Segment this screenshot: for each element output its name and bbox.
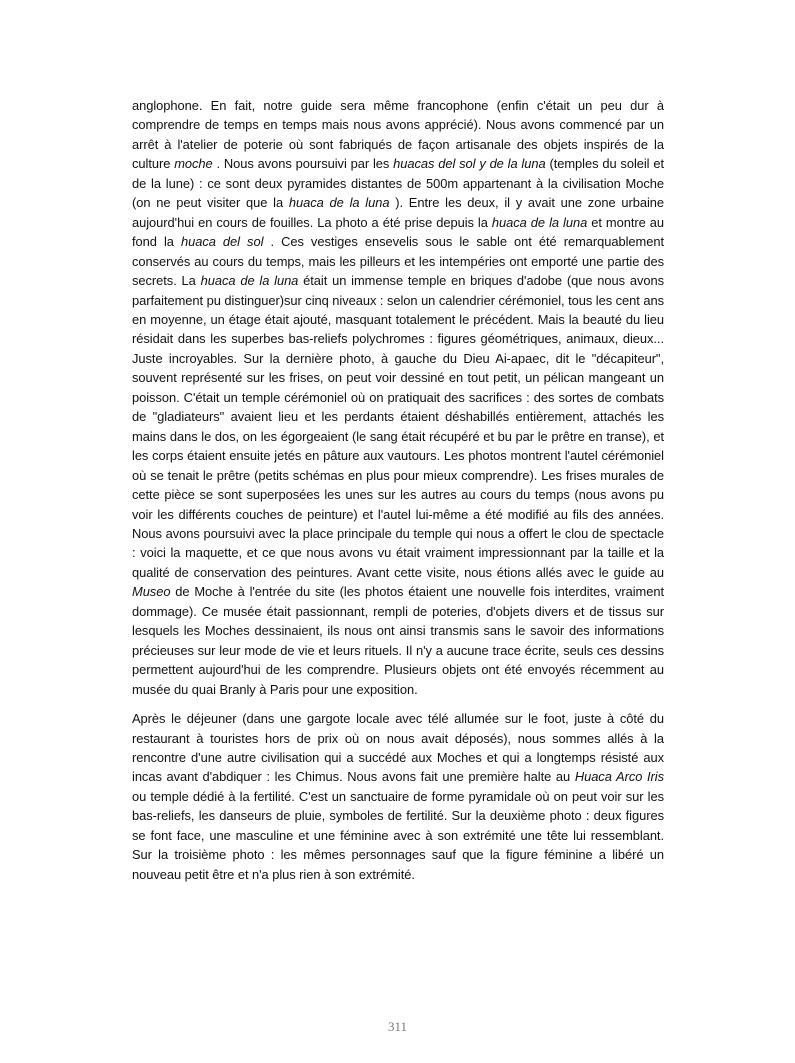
italic-term: Huaca Arco Iris	[574, 769, 664, 785]
text-run: Après le déjeuner (dans une gargote locale avec télé allumée sur le foot, juste à côté du restaurant à touristes hors de prix où on nous avait déposés), nous sommes allés à la rencontre d'une autre civilisation qui a succédé aux Moches et qui a longtemps résisté aux incas avant d'abdiquer : les Chimus. Nous avons fait une première halte au	[132, 711, 664, 785]
text-run: et montre au fond la	[132, 214, 664, 250]
italic-term: huaca de la luna	[200, 273, 299, 289]
text-run: ou temple dédié à la fertilité. C'est un sanctuaire de forme pyramidale où on peut voir sur les bas-reliefs, les danseurs de pluie, symboles de fertilité. Sur la deuxième photo : deux figures se font face, une masculine et une féminine avec à son extrémité une tête lui ressemblant. Sur la troisième photo : les mêmes personnages sauf que la figure féminine a libéré un nouveau petit être et n'a plus rien à son extrémité.	[132, 788, 664, 882]
text-run: . Nous avons poursuivi par les	[212, 156, 394, 172]
italic-term: huaca de la luna	[288, 195, 390, 211]
text-run: ). Entre les deux, il y avait une zone urbaine aujourd'hui en cours de fouilles. La photo a été prise depuis la	[132, 195, 664, 230]
page-number: 311	[387, 1019, 408, 1034]
text-run: (temples du soleil et de la lune) : ce sont deux pyramides distantes de 500m appartenant à la civilisation Moche (on ne peut visiter que la	[132, 156, 664, 211]
text-run: . Ces vestiges ensevelis sous le sable ont été remarquablement conservés au cours du temps, mais les pilleurs et les intempéries ont emporté une partie des secrets. La	[132, 234, 664, 289]
paragraph-2	[132, 709, 664, 884]
italic-term: huacas del sol y de la luna	[393, 156, 546, 172]
italic-term: huaca de la luna	[491, 214, 588, 230]
body-text	[132, 96, 664, 884]
text-run: de Moche à l'entrée du site (les photos étaient une nouvelle fois interdites, vraiment dommage). Ce musée était passionnant, rempli de poteries, d'objets divers et de tissus sur lesquels les Moches dessinaient, ils nous ont ainsi transmis sans le savoir des informations précieuses sur leur mode de vie et leurs rituels. Il n'y a aucune trace écrite, seuls ces dessins permettent aujourd'hui de les comprendre. Plusieurs objets ont été envoyés récemment au musée du quai Branly à Paris pour une exposition.	[132, 584, 664, 697]
paragraph-1	[132, 96, 664, 699]
italic-term: Museo	[132, 584, 171, 600]
italic-term: huaca del sol	[180, 234, 264, 250]
text-run: anglophone. En fait, notre guide sera même francophone (enfin c'était un peu dur à comprendre de temps en temps mais nous avons apprécié). Nous avons commencé par un arrêt à l'atelier de poterie où sont fabriqués de façon artisanale des objets inspirés de la culture	[132, 98, 664, 172]
italic-term: moche	[174, 156, 213, 172]
text-run: était un immense temple en briques d'adobe (que nous avons parfaitement pu distinguer)sur cinq niveaux : selon un calendrier cérémoniel, tous les cent ans en moyenne, un étage était ajouté, masquant totalement le précédent. Mais la beauté du lieu résidait dans les superbes bas-reliefs polychromes : figures géométriques, animaux, dieux... Juste incroyables. Sur la dernière photo, à gauche du Dieu Ai-apaec, dit le "décapiteur", souvent représenté sur les frises, on peut voir dessiné en tout petit, un pélican mangeant un poisson. C'était un temple cérémoniel où on pratiquait des sacrifices : des sortes de combats de "gladiateurs" avaient lieu et les perdants étaient déshabillés entièrement, attachés les mains dans le dos, on les égorgeaient (le sang était récupéré et bu par le prêtre en transe), et les corps étaient ensuite jetés en pâture aux vautours. Les photos montrent l'autel cérémoniel où se tenait le prêtre (petits schémas en plus pour mieux comprendre). Les frises murales de cette pièce se sont superposées les unes sur les autres au cours du temps (nous avons pu voir les différents couches de peinture) et l'autel lui-même a été modifié au fils des années. Nous avons poursuivi avec la place principale du temple qui nous a offert le clou de spectacle : voici la maquette, et ce que nous avons vu était vraiment impressionnant par la taille et la qualité de conservation des peintures. Avant cette visite, nous étions allés avec le guide au	[132, 273, 665, 580]
